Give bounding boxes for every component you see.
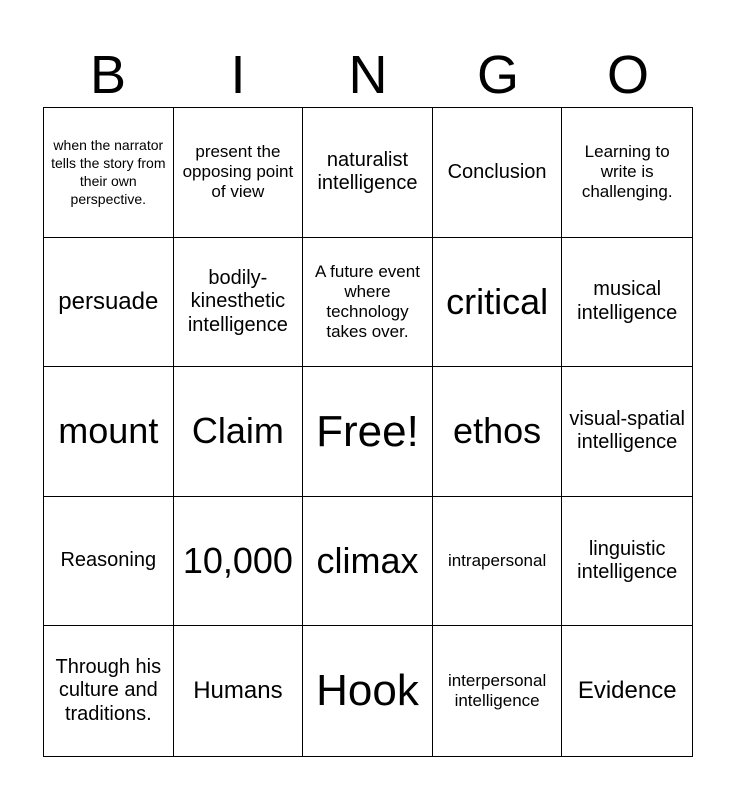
bingo-cell-r1c5[interactable]: Learning to write is challenging. (562, 108, 692, 238)
bingo-cell-r4c1[interactable]: Reasoning (44, 497, 174, 627)
bingo-cell-r2c5[interactable]: musical intelligence (562, 238, 692, 368)
bingo-cell-r3c5[interactable]: visual-spatial intelligence (562, 367, 692, 497)
bingo-cell-r5c4[interactable]: interpersonal intelligence (433, 626, 563, 756)
bingo-board (43, 107, 693, 757)
bingo-cell-r1c4[interactable]: Conclusion (433, 108, 563, 238)
bingo-cell-r1c2[interactable]: present the opposing point of view (174, 108, 304, 238)
header-letter-g: G (476, 45, 519, 105)
bingo-cell-r5c5[interactable]: Evidence (577, 677, 677, 705)
bingo-cell-r3c1[interactable]: mount (44, 367, 174, 497)
bingo-cell-r3c2[interactable]: Claim (174, 367, 304, 497)
header-letter-b: B (89, 45, 127, 105)
bingo-cell-r2c1[interactable]: persuade (44, 238, 174, 368)
bingo-cell-r5c2[interactable]: Humans (174, 626, 304, 756)
bingo-cell-free-space[interactable]: Free! (303, 367, 433, 497)
bingo-cell-r1c3[interactable]: naturalist intelligence (303, 108, 433, 238)
bingo-header (43, 44, 693, 106)
bingo-cell-r5c1[interactable]: Through his culture and traditions. (44, 626, 174, 756)
bingo-cell-r3c4[interactable]: ethos (433, 367, 563, 497)
bingo-cell-r5c3[interactable]: Hook (303, 626, 433, 756)
header-letter-i: I (230, 45, 246, 105)
header-letter-o: O (606, 45, 649, 105)
bingo-cell-r4c3[interactable]: climax (303, 497, 433, 627)
bingo-cell-r4c4[interactable]: intrapersonal (433, 497, 563, 627)
bingo-cell-r2c4[interactable]: critical (433, 238, 563, 368)
bingo-cell-r4c2[interactable]: 10,000 (174, 497, 304, 627)
bingo-cell-r2c2[interactable]: bodily-kinesthetic intelligence (174, 238, 304, 368)
bingo-cell-r1c1[interactable]: when the narrator tells the story from their own perspective. (44, 108, 174, 238)
bingo-cell-r4c5[interactable]: linguistic intelligence (562, 497, 692, 627)
header-letter-n: N (348, 45, 388, 105)
bingo-cell-r2c3[interactable]: A future event where technology takes over. (303, 238, 433, 368)
